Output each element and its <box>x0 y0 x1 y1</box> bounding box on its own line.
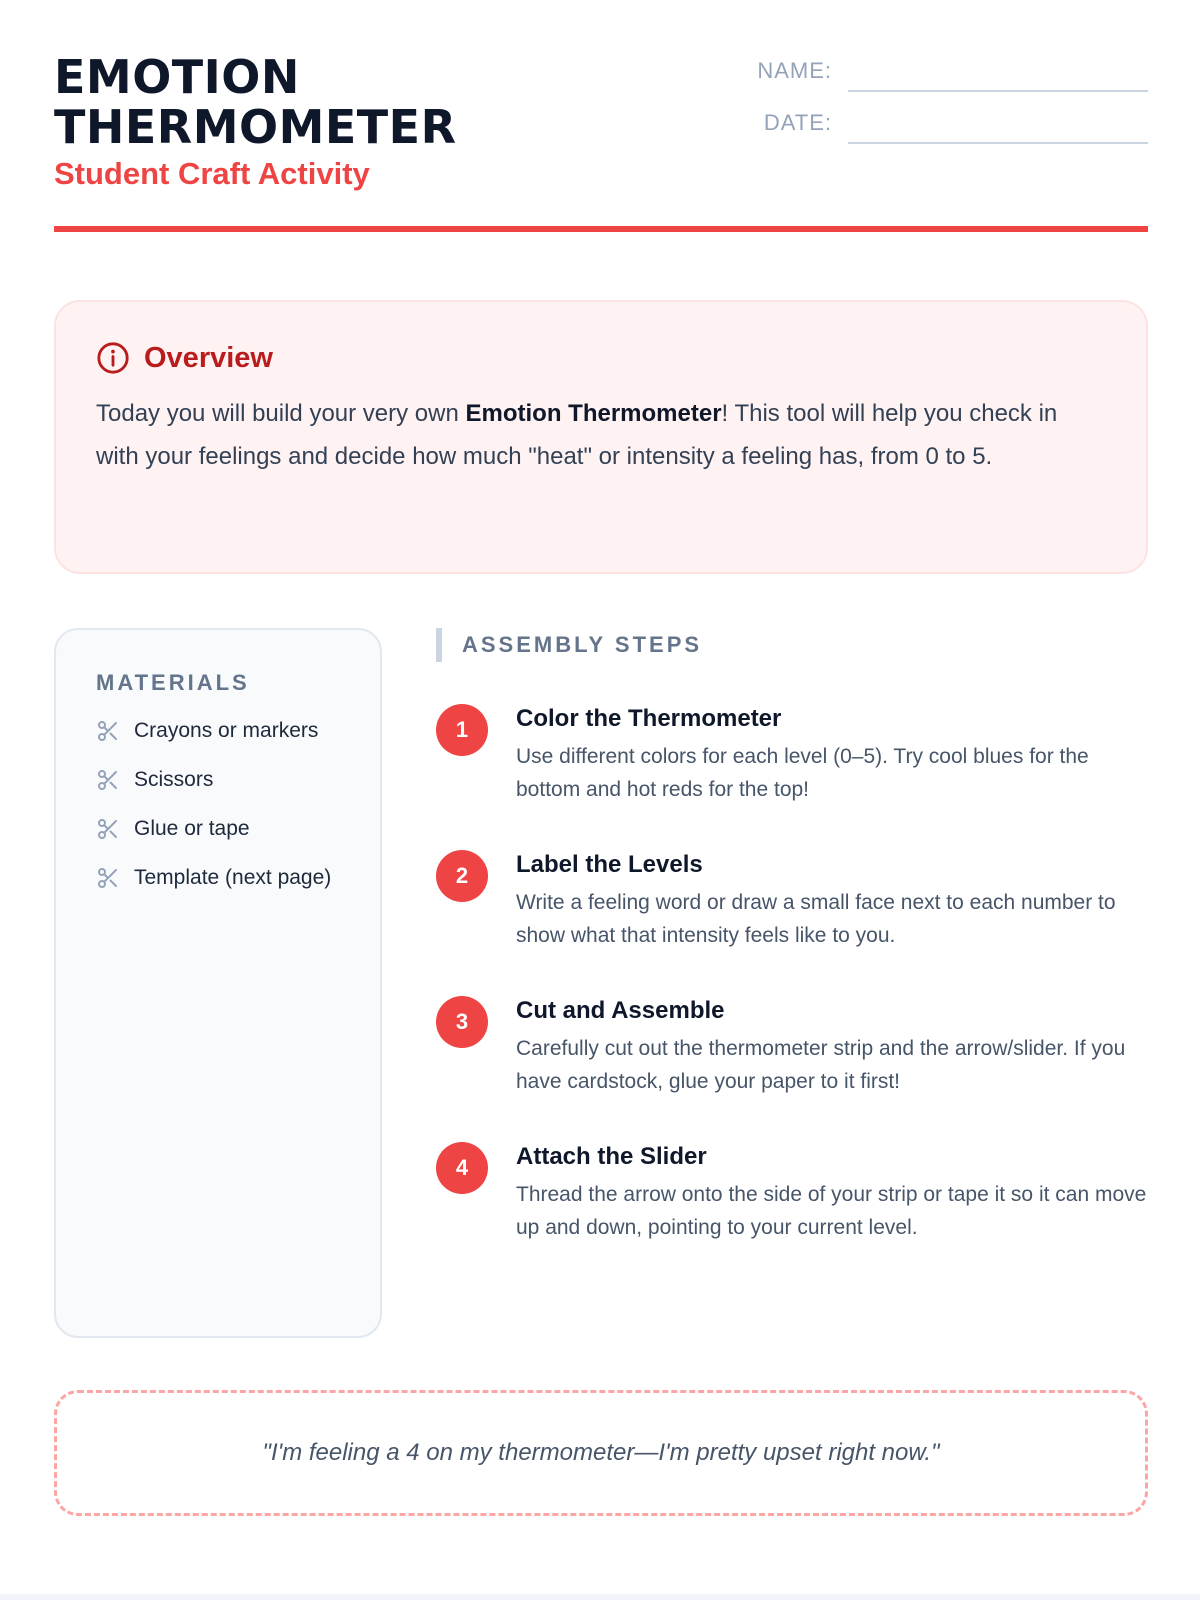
materials-item <box>96 812 352 845</box>
scissors-icon <box>96 866 120 890</box>
date-field-row <box>708 104 1148 144</box>
step-number-badge: 2 <box>436 850 488 902</box>
materials-list <box>96 714 352 894</box>
scissors-icon <box>96 768 120 792</box>
overview-text-after: ! This tool will help you check in with your feelings and decide how much "heat" or intensity a feeling has, from 0 to 5. <box>96 400 1058 470</box>
materials-heading: MATERIALS <box>96 670 250 695</box>
overview-text-before: Today you will build your very own <box>96 400 466 427</box>
materials-item <box>96 763 352 796</box>
overview-panel <box>54 300 1148 574</box>
example-quote: "I'm feeling a 4 on my thermometer—I'm pretty upset right now." <box>54 1390 1148 1516</box>
assembly-steps <box>436 628 1148 1286</box>
page-title: EMOTION THERMOMETER <box>54 50 457 154</box>
header-divider <box>54 226 1148 232</box>
step-number-badge: 1 <box>436 704 488 756</box>
name-field-row <box>708 52 1148 92</box>
page-bottom-edge <box>0 1594 1200 1600</box>
step-number-badge: 4 <box>436 1142 488 1194</box>
date-field[interactable] <box>848 112 1148 144</box>
step-text: Carefully cut out the thermometer strip and the arrow/slider. If you have cardstock, glue your paper to it first! <box>516 1037 1126 1093</box>
overview-header <box>96 338 1106 378</box>
step-item <box>436 848 1148 994</box>
overview-text-bold: Emotion Thermometer <box>465 400 722 427</box>
scissors-icon <box>96 817 120 841</box>
step-text: Write a feeling word or draw a small face next to each number to show what that intensity feels like to you. <box>516 891 1116 947</box>
steps-list <box>436 702 1148 1286</box>
materials-panel <box>54 628 382 1338</box>
scissors-icon <box>96 719 120 743</box>
materials-item-label: Template (next page) <box>134 866 332 889</box>
worksheet-page <box>54 0 1148 1600</box>
materials-item <box>96 861 352 894</box>
overview-title: Overview <box>144 341 273 374</box>
step-text: Thread the arrow onto the side of your strip or tape it so it can move up and down, pointing to your current level. <box>516 1183 1147 1239</box>
step-item <box>436 994 1148 1140</box>
materials-item-label: Crayons or markers <box>134 719 319 742</box>
step-text: Use different colors for each level (0–5). Try cool blues for the bottom and hot reds for the top! <box>516 745 1089 801</box>
overview-text <box>96 392 1106 478</box>
date-label: DATE: <box>763 110 832 135</box>
steps-heading: ASSEMBLY STEPS <box>436 628 1148 662</box>
page-subtitle: Student Craft Activity <box>54 156 370 191</box>
materials-item-label: Scissors <box>134 768 214 791</box>
name-field[interactable] <box>848 60 1148 92</box>
step-number-badge: 3 <box>436 996 488 1048</box>
step-title: Attach the Slider <box>516 1143 707 1170</box>
name-label: NAME: <box>757 58 832 83</box>
step-item <box>436 702 1148 848</box>
step-title: Color the Thermometer <box>516 705 782 732</box>
step-title: Label the Levels <box>516 851 703 878</box>
info-icon <box>96 341 130 375</box>
materials-item-label: Glue or tape <box>134 817 250 840</box>
step-title: Cut and Assemble <box>516 997 725 1024</box>
materials-item <box>96 714 352 747</box>
step-item <box>436 1140 1148 1286</box>
